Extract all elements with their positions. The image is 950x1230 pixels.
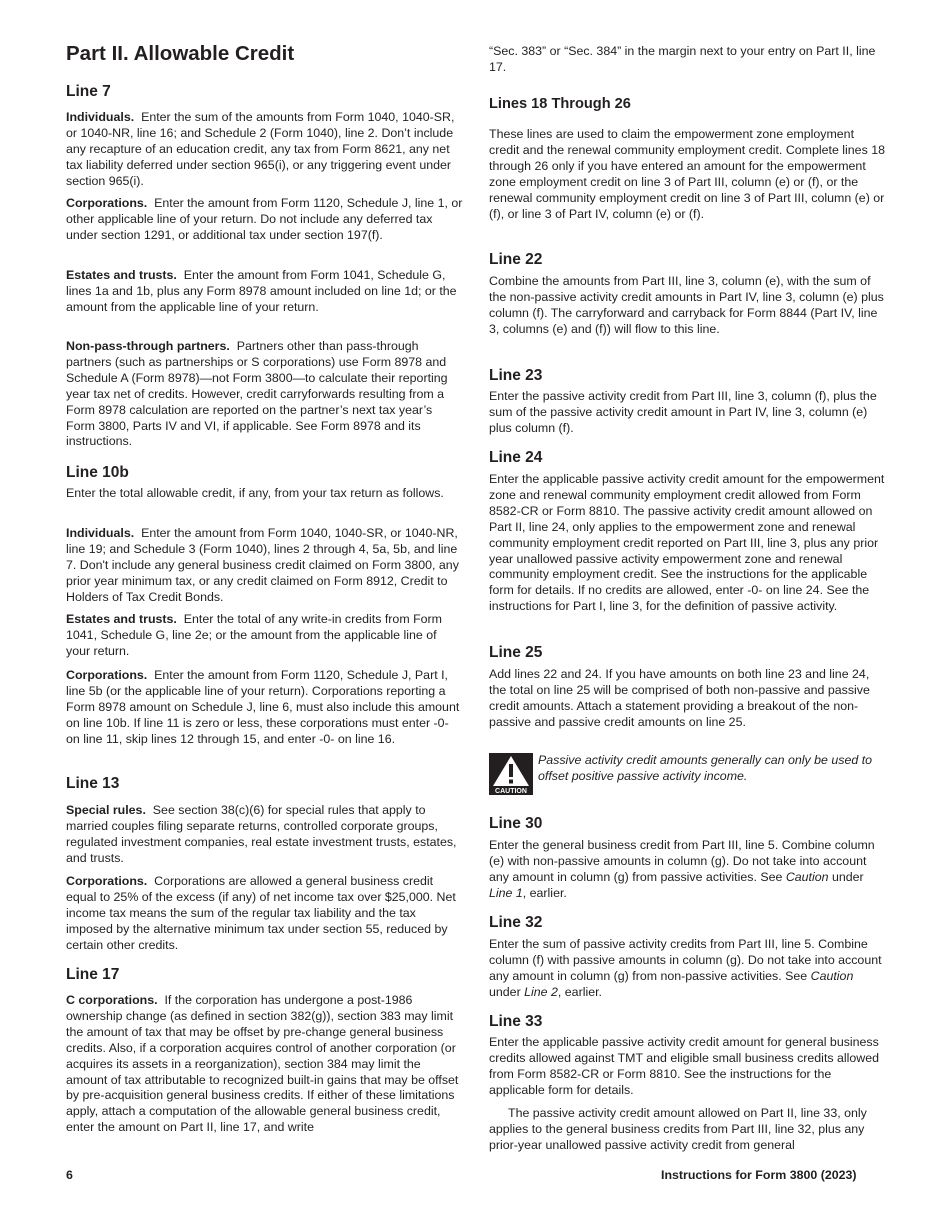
heading-lines-18-26: Lines 18 Through 26 — [489, 96, 631, 112]
line32-em2: Line 2 — [524, 984, 558, 999]
lead-nonpass: Non-pass-through partners. — [66, 339, 230, 353]
line32-text-c: , earlier. — [557, 984, 602, 999]
caution-label: CAUTION — [495, 788, 527, 795]
line10b-estates — [66, 612, 463, 660]
line7-estates — [66, 268, 463, 316]
heading-line-33: Line 33 — [489, 1013, 543, 1030]
line10b-estates-text: Enter the total of any write-in credits from Form 1041, Schedule G, line 2e; or the amount from the applicable line of your return. — [66, 612, 442, 658]
lead-individuals: Individuals. — [66, 526, 135, 540]
line33-text: Enter the applicable passive activity credit amount for general business credits allowed against TMT and eligible small business credits allowed from Form 8582-CR or Form 8810. See the instructions for the applicable form for details. — [489, 1035, 880, 1097]
lines18-26-text: These lines are used to claim the empowerment zone employment credit and the renewal community employment credit. Complete lines 18 through 26 only if you have entered an amount for the empowerment zone employment credit on line 3 of Part III, column (e) or (f), or the renewal community employment credit on line 3 of Part III, column (e) or (f), or line 3 of Part IV, column (e) or (f). — [489, 127, 885, 221]
line10b-intro: Enter the total allowable credit, if any, from your tax return as follows. — [66, 486, 444, 500]
line13-corporations — [66, 874, 463, 954]
line32-text-b: under — [489, 984, 525, 999]
line17-ccorp — [66, 993, 463, 1136]
heading-line-7: Line 7 — [66, 83, 111, 100]
line30-em2: Line 1 — [489, 885, 523, 900]
line30-text-c: , earlier. — [522, 885, 567, 900]
line13-corporations-text: Corporations are allowed a general business credit equal to 25% of the excess (if any) of net income tax over $25,000. Net income tax means the sum of the regular tax liability and the tax imposed by the alternative minimum tax under section 55, reduced by certain other credits. — [66, 874, 456, 952]
line10b-corporations-text: Enter the amount from Form 1120, Schedule J, Part I, line 5b (or the applicable line of your return). Corporations reporting a Form 8978 amount on Schedule J, line 6, must also include this amount on line 10b. If line 11 is zero or less, these corporations must enter -0- on line 11, skip lines 12 through 15, and enter -0- on line 16. — [66, 668, 460, 746]
line33-text2: The passive activity credit amount allowed on Part II, line 33, only applies to the general business credits from Part III, line 32, plus any prior-year unallowed passive activity credit from general — [489, 1106, 867, 1152]
heading-line-30: Line 30 — [489, 815, 543, 832]
heading-line-13: Line 13 — [66, 775, 120, 792]
line32-em1: Caution — [810, 968, 854, 983]
heading-line-23: Line 23 — [489, 367, 543, 384]
line17-ccorp-text: If the corporation has undergone a post-1986 ownership change (as defined in section 382(g)), section 383 may limit the amount of tax that may be offset by pre-change general business credits. Also, if a corporation acquires control of another corporation (or acquires its assets in a reorganization), section 384 may limit the amount of tax attributable to recognized built-in gains that may be offset by pre-acquisition general business credits. If either of these limitations apply, attach a computation of the allowable general business credit, enter the amount on Part II, line 17, and write — [66, 993, 459, 1135]
lead-special-rules: Special rules. — [66, 803, 146, 817]
lead-c-corporations: C corporations. — [66, 993, 158, 1007]
line7-individuals-text: Enter the sum of the amounts from Form 1040, 1040-SR, or 1040-NR, line 16; and Schedule 2 (Form 1040), line 2. Don’t include any recapture of an education credit, any tax from Form 8621, any net tax liability deferred under section 965(i), or any triggering event under section 965(i). — [66, 110, 455, 188]
line30-text-b: under — [828, 869, 864, 884]
line7-nonpass — [66, 339, 463, 450]
line23-text: Enter the passive activity credit from Part III, line 3, column (f), plus the sum of the passive activity credit amount in Part IV, line 3, column (e) plus column (f). — [489, 389, 877, 435]
line22-text: Combine the amounts from Part III, line 3, column (e), with the sum of the non-passive activity credit amounts in Part IV, line 3, column (e) plus column (f). The carryforward and carryback for Form 8844 (Part IV, line 3, columns (e) and (f)) will flow to this line. — [489, 274, 884, 336]
lead-corporations: Corporations. — [66, 874, 148, 888]
caution-text: Passive activity credit amounts generally can only be used to offset positive passive activity income. — [538, 753, 873, 783]
caution-icon — [489, 753, 533, 795]
line30-text — [489, 838, 886, 902]
lead-estates: Estates and trusts. — [66, 268, 177, 282]
heading-line-32: Line 32 — [489, 914, 543, 931]
line24-text: Enter the applicable passive activity credit amount for the empowerment zone and renewal community employment credit allowed from Form 8582-CR or Form 8810. The passive activity credit amount allowed on Part II, line 24, only applies to the empowerment zone and renewal community employment credit reported on Part III, line 3, plus any prior year unallowed passive activity empowerment zone and renewal community employment credit. See the instructions for the applicable form for details. If no credits are allowed, enter -0- on line 24. See the instructions for Part I, line 3, for the definition of passive activity. — [489, 472, 885, 614]
line13-special-text: See section 38(c)(6) for special rules that apply to married couples filing separate returns, controlled corporate groups, regulated investment companies, real estate investment trusts, estates, and trusts. — [66, 803, 457, 865]
line32-text-a: Enter the sum of passive activity credits from Part III, line 5. Combine column (f) with passive amounts in column (g). Do not take into account any amount in column (g) from non-passive activities. See — [489, 937, 882, 983]
heading-line-10b: Line 10b — [66, 464, 129, 481]
heading-line-22: Line 22 — [489, 251, 543, 268]
lead-corporations: Corporations. — [66, 668, 148, 682]
heading-line-25: Line 25 — [489, 644, 543, 661]
line7-corporations-text: Enter the amount from Form 1120, Schedule J, line 1, or other applicable line of your return. Do not include any deferred tax under section 1291, or additional tax under section 197(f). — [66, 196, 463, 242]
line10b-individuals-text: Enter the amount from Form 1040, 1040-SR, or 1040-NR, line 19; and Schedule 3 (Form 1040), lines 2 through 4, 5a, 5b, and line 7. Don't include any general business credit claimed on Form 3800, any prior year minimum tax, or any credit claimed on Form 8912, Credit to Holders of Tax Credit Bonds. — [66, 526, 459, 604]
line17-continued: “Sec. 383” or “Sec. 384” in the margin next to your entry on Part II, line 17. — [489, 44, 876, 74]
line10b-individuals — [66, 526, 463, 606]
footer-doc-title: Instructions for Form 3800 (2023) — [661, 1168, 857, 1182]
line7-estates-text: Enter the amount from Form 1041, Schedule G, lines 1a and 1b, plus any Form 8978 amount included on line 1d; or the amount from the applicable line of your return. — [66, 268, 457, 314]
lead-estates: Estates and trusts. — [66, 612, 177, 626]
lead-corporations: Corporations. — [66, 196, 148, 210]
line7-individuals — [66, 110, 463, 190]
part-title: Part II. Allowable Credit — [66, 42, 295, 65]
heading-line-17: Line 17 — [66, 966, 120, 983]
line7-nonpass-text: Partners other than pass-through partners (such as partnerships or S corporations) use Form 8978 and Schedule A (Form 8978)—not Form 3800—to calculate their reporting year tax net of credits. However, credit carryforwards resulting from a Form 8978 calculation are reported on the partner’s next tax year’s Form 3800, Parts IV and VI, if applicable. See Form 8978 and its instructions. — [66, 339, 448, 449]
page-number: 6 — [66, 1168, 73, 1182]
line25-text: Add lines 22 and 24. If you have amounts on both line 23 and line 24, the total on line 25 will be comprised of both non-passive and passive credit amounts. Attach a statement providing a breakout of the non-passive and passive credit amounts on line 25. — [489, 667, 870, 729]
line32-text — [489, 937, 886, 1001]
line30-text-a: Enter the general business credit from Part III, line 5. Combine column (e) with non-passive amounts in column (g). Do not take into account any amount in column (g) from passive activities. See — [489, 838, 875, 884]
line30-em1: Caution — [785, 869, 829, 884]
line13-special — [66, 803, 463, 867]
lead-individuals: Individuals. — [66, 110, 135, 124]
line10b-corporations — [66, 668, 463, 748]
line7-corporations — [66, 196, 463, 244]
heading-line-24: Line 24 — [489, 449, 543, 466]
